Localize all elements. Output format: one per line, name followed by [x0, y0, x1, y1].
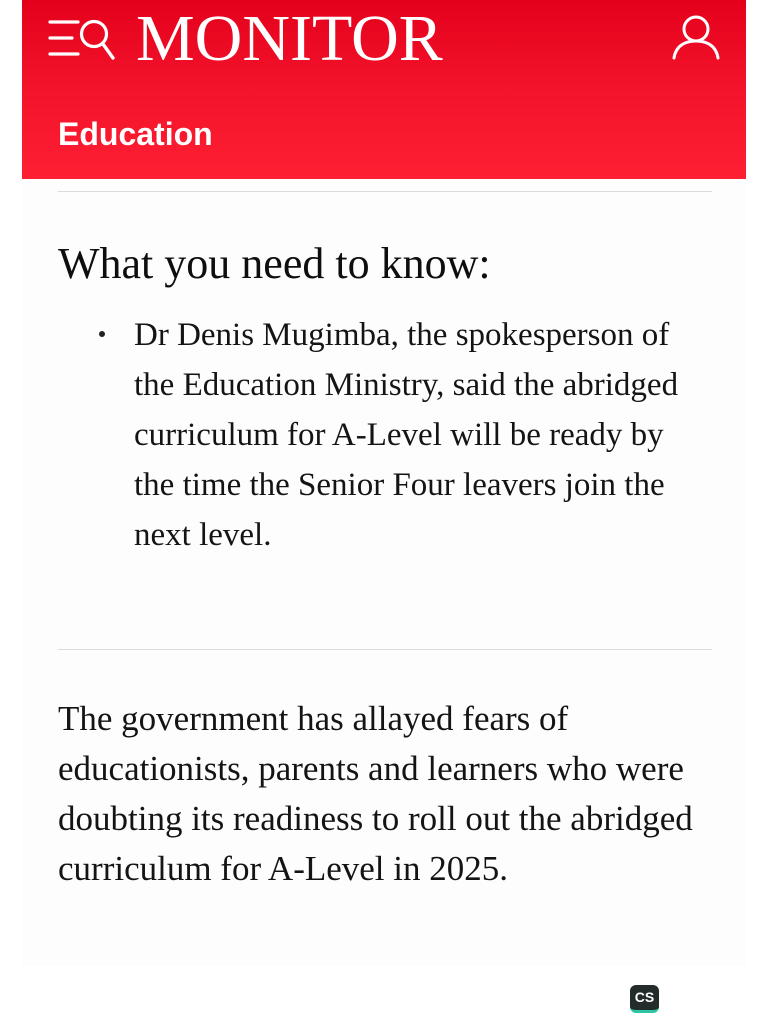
account-button[interactable] [668, 12, 724, 64]
scanner-watermark-icon: CS [630, 985, 659, 1013]
summary-list [58, 310, 708, 560]
section-divider [58, 649, 712, 650]
top-divider [58, 191, 712, 192]
user-icon [668, 12, 724, 64]
bullet-icon [99, 331, 105, 337]
article-lead-paragraph: The government has allayed fears of educationists, parents and learners who were doubting its readiness to roll out the abridged curriculum for A-Level in 2025. [58, 699, 693, 888]
section-link-education[interactable]: Education [58, 116, 213, 152]
menu-search-icon [48, 14, 116, 64]
summary-heading: What you need to know: [58, 239, 491, 288]
summary-bullet-text: Dr Denis Mugimba, the spokesperson of the Education Ministry, said the abridged curriculum for A-Level will be ready by the time the Senior Four leavers join the next level. [134, 317, 679, 553]
summary-list-item [58, 310, 708, 560]
brand-logo[interactable]: MONITOR [136, 2, 443, 75]
menu-search-button[interactable] [48, 14, 116, 64]
